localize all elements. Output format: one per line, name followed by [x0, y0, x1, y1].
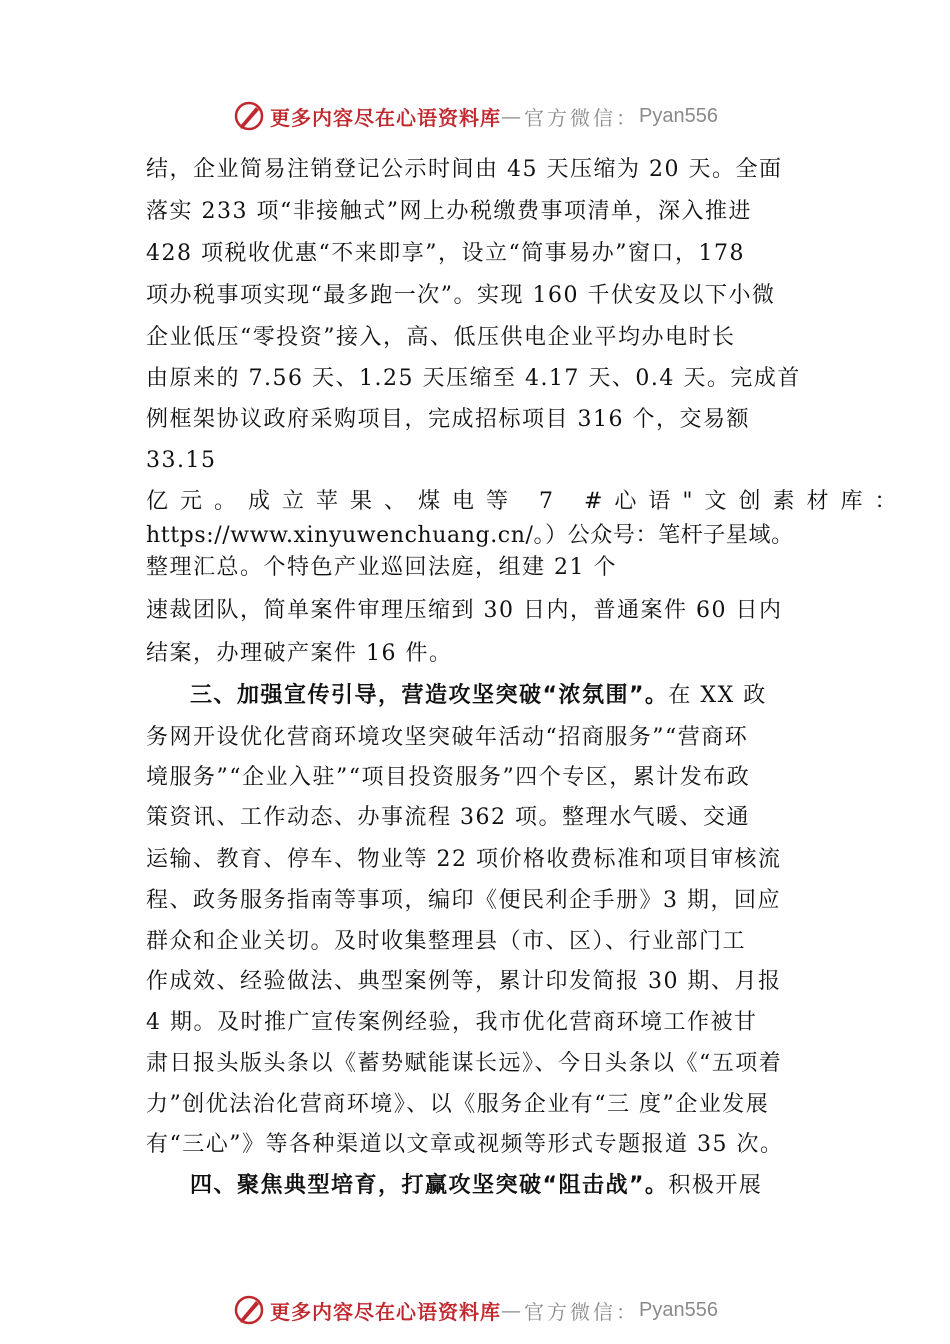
brush-pen-seal-icon [232, 1293, 266, 1327]
body-line: 33.15 [146, 448, 217, 473]
header-watermark-banner [0, 96, 950, 136]
body-line: 428 项税收优惠“不来即享”，设立“简事易办”窗口，178 [146, 241, 745, 266]
banner-wechat-id: Pyan556 [639, 1298, 718, 1321]
section-3-text: 在 XX 政 [668, 683, 767, 708]
section-3-first-line [190, 682, 767, 710]
body-line: 速裁团队，简单案件审理压缩到 30 日内，普通案件 60 日内 [146, 598, 783, 623]
body-line: 落实 233 项“非接触式”网上办税缴费事项清单，深入推进 [146, 199, 752, 224]
body-line: 项办税事项实现“最多跑一次”。实现 160 千伏安及以下小微 [146, 283, 776, 308]
body-line: 4 期。及时推广宣传案例经验，我市优化营商环境工作被甘 [146, 1010, 758, 1035]
banner-wechat-label: 官方微信： [524, 105, 640, 130]
body-line: 有“三心”》等各种渠道以文章或视频等形式专题报道 35 次。 [146, 1132, 784, 1157]
body-line: 结案，办理破产案件 16 件。 [146, 641, 453, 666]
body-line: 程、政务服务指南等事项，编印《便民利企手册》3 期，回应 [146, 888, 781, 913]
banner-wechat-id: Pyan556 [639, 104, 718, 127]
body-line: 运输、教育、停车、物业等 22 项价格收费标准和项目审核流 [146, 847, 782, 872]
body-line: https://www.xinyuwenchuang.cn/。）公众号：笔杆子星域。 [146, 523, 794, 548]
banner-dash: — [501, 1298, 525, 1322]
body-line: 例框架协议政府采购项目，完成招标项目 316 个，交易额 [146, 407, 750, 432]
brush-pen-seal-icon [232, 99, 266, 133]
body-line: 肃日报头版头条以《蓄势赋能谋长远》、今日头条以《“五项着 [146, 1051, 783, 1076]
body-line: 由原来的 7.56 天、1.25 天压缩至 4.17 天、0.4 天。完成首 [146, 366, 801, 391]
body-line: 策资讯、工作动态、办事流程 362 项。整理水气暖、交通 [146, 805, 750, 830]
banner-brand-text: 更多内容尽在心语资料库 [270, 1299, 502, 1324]
banner-brand-text: 更多内容尽在心语资料库 [270, 105, 502, 130]
body-line: 群众和企业关切。及时收集整理县（市、区）、行业部门工 [146, 929, 747, 954]
footer-watermark-banner [0, 1290, 950, 1330]
section-4-text: 积极开展 [668, 1173, 763, 1198]
body-line: 整理汇总。个特色产业巡回法庭，组建 21 个 [146, 555, 617, 580]
section-4-heading: 四、聚焦典型培育，打赢攻坚突破“阻击战”。 [190, 1173, 669, 1198]
body-line: 力”创优法治化营商环境》、以《服务企业有“三 度”企业发展 [146, 1092, 770, 1117]
banner-dash: — [501, 104, 525, 128]
banner-wechat-label: 官方微信： [524, 1299, 640, 1324]
body-line: 境服务”“企业入驻”“项目投资服务”四个专区，累计发布政 [146, 765, 751, 790]
section-4-first-line [190, 1172, 762, 1200]
section-3-heading: 三、加强宣传引导，营造攻坚突破“浓氛围”。 [190, 683, 669, 708]
body-line: 亿元。成立苹果、煤电等 7 #心语"文创素材库： [146, 489, 909, 514]
body-line: 务网开设优化营商环境攻坚突破年活动“招商服务”“营商环 [146, 725, 749, 750]
body-line: 结，企业简易注销登记公示时间由 45 天压缩为 20 天。全面 [146, 157, 783, 182]
body-line: 企业低压“零投资”接入，高、低压供电企业平均办电时长 [146, 325, 736, 350]
body-line: 作成效、经验做法、典型案例等，累计印发简报 30 期、月报 [146, 969, 782, 994]
